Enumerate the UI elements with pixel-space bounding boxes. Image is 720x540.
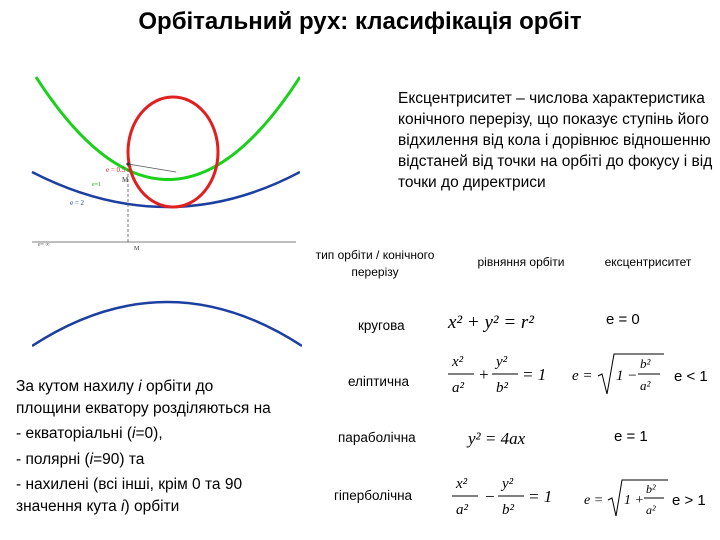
label-e-inf: e= ∞: [38, 242, 50, 248]
row-ecc-elliptic: e < 1: [674, 368, 708, 385]
svg-text:b²: b²: [646, 482, 656, 496]
label-e-circle: e = 0.5: [106, 166, 126, 174]
svg-text:a²: a²: [452, 380, 464, 396]
svg-text:= 1: = 1: [522, 365, 547, 384]
svg-text:y²: y²: [496, 354, 508, 370]
svg-text:1 −: 1 −: [616, 368, 638, 384]
page-title: Орбітальний рух: класифікація орбіт: [138, 8, 582, 35]
table-header-eccentricity: ексцентриситет: [604, 255, 692, 269]
label-e1: e=1: [92, 182, 102, 188]
hyperbola-branch-curve: [32, 302, 302, 346]
svg-text:x²: x²: [456, 476, 468, 492]
row-type-hyperbolic: гіперболічна: [334, 488, 413, 503]
svg-text:e =: e =: [572, 368, 593, 384]
svg-text:−: −: [484, 487, 496, 506]
row-ecc-parabolic: e = 1: [614, 428, 648, 445]
row-type-parabolic: параболічна: [338, 430, 416, 445]
ecc-formula-ellipse: [572, 348, 668, 402]
label-e-hyper: e = 2: [70, 199, 85, 207]
conic-diagram: [28, 72, 300, 262]
equation-circle: [440, 300, 560, 340]
row-ecc-circular: e = 0: [606, 311, 640, 328]
focus-line: [128, 164, 176, 172]
label-m2: M: [134, 246, 140, 252]
ellipse-curve: [128, 97, 218, 207]
svg-text:a²: a²: [646, 503, 656, 517]
inc-inclined: - нахилені (всі інші, крім 0 та 90: [16, 476, 243, 493]
svg-text:x²: x²: [452, 354, 464, 370]
inc-line-2: площини екватору розділяються на: [16, 399, 271, 417]
table-header-equation: рівняння орбіти: [477, 255, 565, 269]
row-type-elliptic: еліптична: [348, 374, 409, 389]
svg-text:1 +: 1 +: [624, 493, 644, 508]
parabola-curve: [36, 77, 300, 180]
svg-text:= 1: = 1: [528, 487, 553, 506]
hyperbola-branch: [32, 288, 302, 352]
svg-text:e =: e =: [584, 493, 604, 508]
equation-parabola: [462, 422, 562, 452]
svg-text:b²: b²: [640, 356, 651, 371]
equation-ellipse: [440, 348, 550, 402]
point-m-dot: [126, 162, 129, 165]
row-type-circular: кругова: [358, 318, 405, 333]
row-ecc-hyperbolic: e > 1: [672, 492, 706, 509]
inc-equatorial: - екваторіальні (і=0),: [16, 425, 163, 442]
label-m: M: [122, 176, 129, 184]
table-header-type: тип орбіти / конічного перерізу: [315, 248, 435, 279]
svg-text:y² = 4ax: y² = 4ax: [468, 429, 526, 448]
svg-text:a²: a²: [456, 502, 468, 518]
inclination-classification: [16, 376, 316, 517]
svg-text:+: +: [478, 365, 490, 384]
equation-hyperbola: [446, 470, 556, 524]
svg-text:y²: y²: [502, 476, 514, 492]
svg-text:x² + y² = r²: x² + y² = r²: [448, 312, 534, 333]
inc-inclined-2: значення кута і) орбіти: [16, 497, 180, 515]
inc-polar: - полярні (і=90) та: [16, 450, 145, 468]
svg-text:a²: a²: [640, 378, 651, 393]
svg-text:b²: b²: [502, 502, 514, 518]
ecc-formula-hyperbola: [584, 474, 670, 524]
svg-text:b²: b²: [496, 380, 508, 396]
inc-line-1: За кутом нахилу і орбіти до: [16, 378, 214, 395]
eccentricity-description: Ексцентриситет – числова характеристика конічного перерізу, що показує ступінь його відхилення від кола і дорівнює відношенню відстаней від точки на орбіті до фокусу і від точки до директриси: [398, 90, 713, 191]
